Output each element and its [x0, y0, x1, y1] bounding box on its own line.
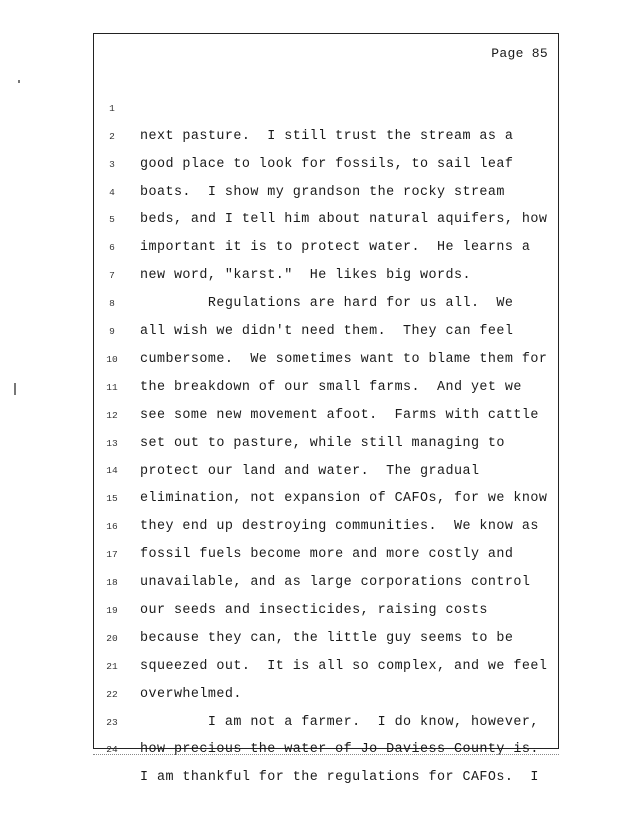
line-text: next pasture. I still trust the stream as a [140, 128, 514, 144]
line-number: 24 [106, 744, 118, 756]
line-number: 3 [109, 158, 115, 170]
line-number: 20 [106, 632, 118, 644]
line-text: good place to look for fossils, to sail leaf [140, 156, 514, 172]
line-number: 1 [109, 102, 115, 114]
line-number: 11 [106, 381, 118, 393]
line-number: 15 [106, 493, 118, 505]
line-text: set out to pasture, while still managing to [140, 435, 505, 451]
line-number: 19 [106, 604, 118, 616]
line-text: our seeds and insecticides, raising costs [140, 602, 488, 618]
line-text: I am thankful for the regulations for CAFOs. I [140, 770, 539, 786]
line-number: 23 [106, 716, 118, 728]
line-text: fossil fuels become more and more costly and [140, 547, 514, 563]
line-text: Regulations are hard for us all. We [140, 296, 514, 312]
line-number: 12 [106, 409, 118, 421]
line-text: see some new movement afoot. Farms with cattle [140, 407, 539, 423]
line-text: squeezed out. It is all so complex, and we feel [140, 658, 548, 674]
line-number: 21 [106, 660, 118, 672]
transcript-page [93, 33, 559, 786]
line-text: overwhelmed. [140, 686, 242, 702]
line-text: they end up destroying communities. We know as [140, 519, 539, 535]
line-number: 14 [106, 465, 118, 477]
line-text: boats. I show my grandson the rocky stream [140, 184, 505, 200]
line-number: 10 [106, 353, 118, 365]
line-text: all wish we didn't need them. They can feel [140, 324, 514, 340]
transcript-lines [94, 67, 558, 786]
scan-margin-mark [14, 383, 16, 395]
line-number: 17 [106, 549, 118, 561]
line-text: I am not a farmer. I do know, however, [140, 714, 539, 730]
line-text: the breakdown of our small farms. And yet we [140, 379, 522, 395]
line-number: 8 [109, 298, 115, 310]
line-number: 16 [106, 521, 118, 533]
line-text: elimination, not expansion of CAFOs, for we know [140, 491, 548, 507]
line-text: how precious the water of Jo Daviess County is. [140, 742, 539, 758]
scan-bottom-rule [93, 754, 559, 756]
line-number: 22 [106, 688, 118, 700]
line-number: 4 [109, 186, 115, 198]
line-number: 2 [109, 130, 115, 142]
line-number: 5 [109, 214, 115, 226]
line-text: beds, and I tell him about natural aquifers, how [140, 212, 548, 228]
line-number: 9 [109, 326, 115, 338]
transcript-line [94, 67, 558, 144]
line-number: 18 [106, 577, 118, 589]
line-text: important it is to protect water. He learns a [140, 240, 531, 256]
line-number: 6 [109, 242, 115, 254]
line-text: cumbersome. We sometimes want to blame them for [140, 351, 548, 367]
line-text: protect our land and water. The gradual [140, 463, 480, 479]
line-number: 7 [109, 270, 115, 282]
line-text: because they can, the little guy seems to be [140, 630, 514, 646]
page-number: Page 85 [491, 46, 548, 61]
line-number: 13 [106, 437, 118, 449]
line-text: new word, "karst." He likes big words. [140, 268, 471, 284]
line-text: unavailable, and as large corporations control [140, 575, 531, 591]
scan-margin-mark [18, 80, 20, 83]
